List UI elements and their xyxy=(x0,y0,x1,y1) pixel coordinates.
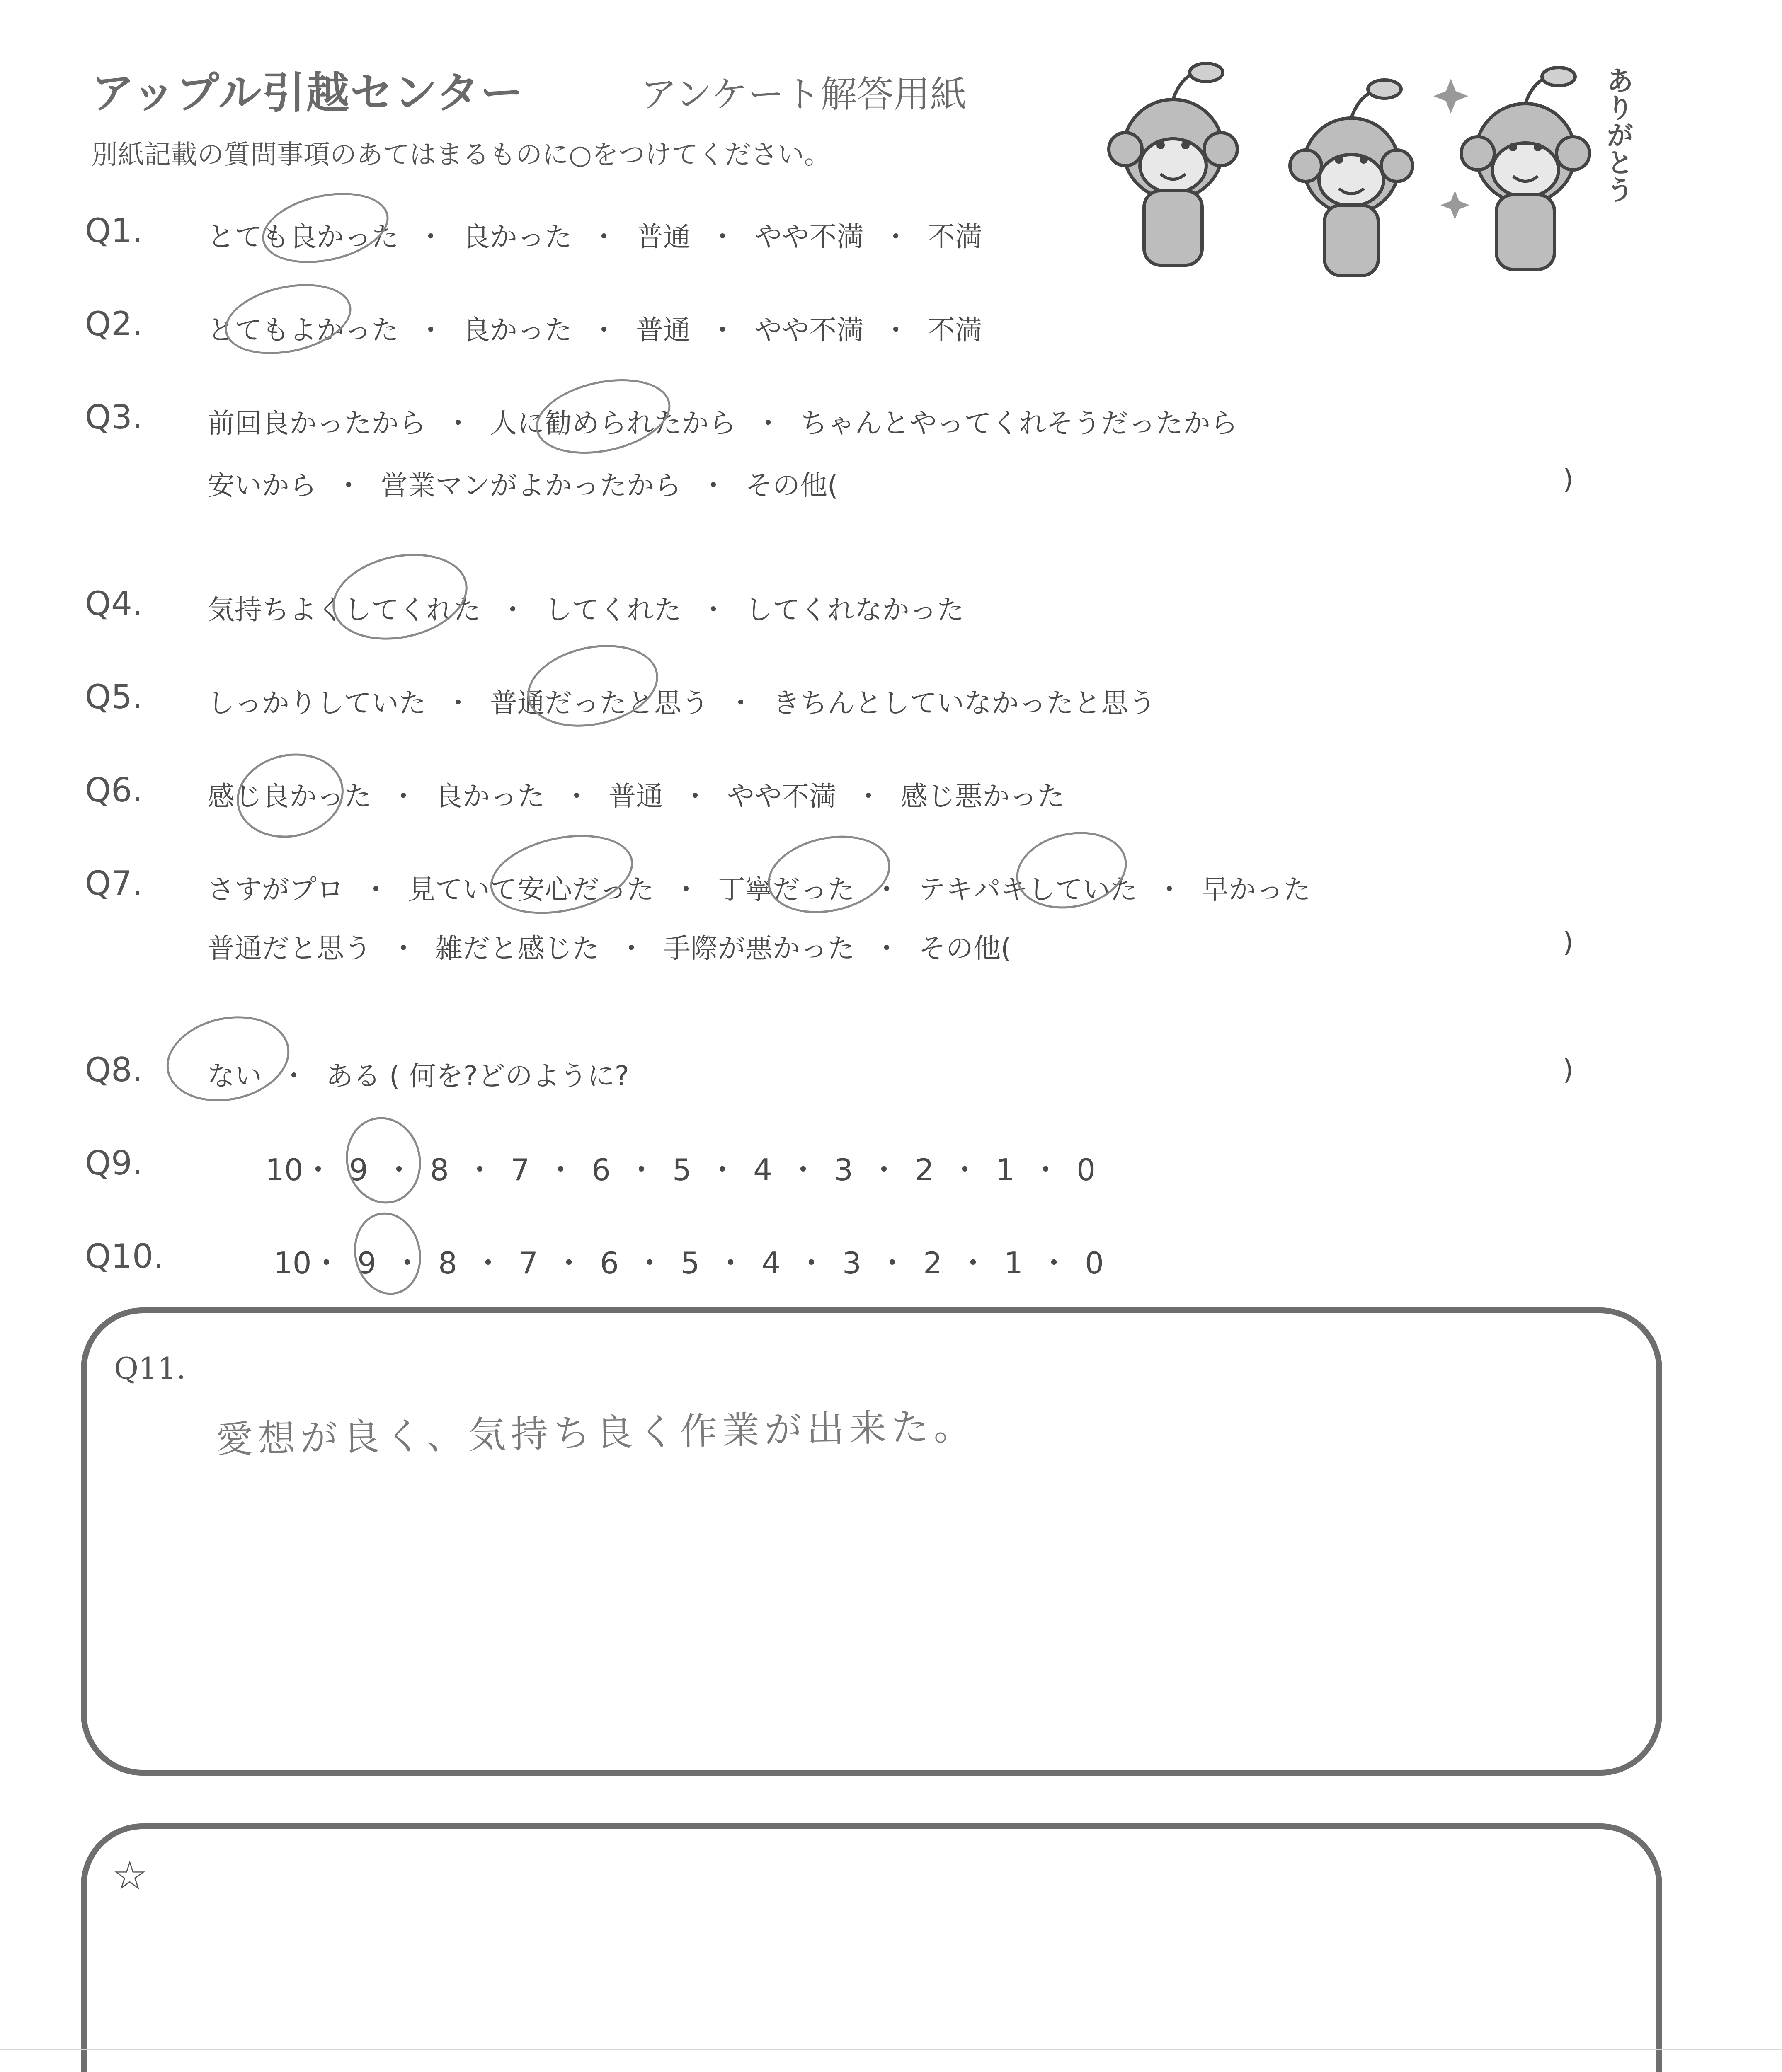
question-label: Q6. xyxy=(85,771,143,809)
q5-options: しっかりしていた ・ 普通だったと思う ・ きちんとしていなかったと思う xyxy=(207,687,1156,719)
mascot-caption: ありがとう xyxy=(1602,66,1634,203)
selection-circle xyxy=(338,1110,429,1211)
scale-value[interactable]: 3 xyxy=(842,1246,861,1280)
selection-circle xyxy=(229,744,352,847)
option[interactable]: やや不満 xyxy=(727,780,836,812)
form-subtitle: アンケート解答用紙 xyxy=(640,73,967,116)
star-icon: ☆ xyxy=(112,1852,148,1899)
option[interactable]: 普通 xyxy=(636,314,691,346)
question-label: Q10. xyxy=(85,1237,164,1276)
option[interactable]: 良かった xyxy=(463,221,572,253)
scale-value[interactable]: 2 xyxy=(923,1246,942,1280)
scale-value[interactable]: 7 xyxy=(519,1246,538,1280)
option[interactable]: 普通だと思う xyxy=(207,932,371,964)
scale-value[interactable]: 1 xyxy=(1004,1246,1023,1280)
option[interactable]: してくれた xyxy=(545,594,681,626)
divider xyxy=(0,2049,1782,2050)
question-label: Q5. xyxy=(85,678,143,716)
option[interactable]: 不満 xyxy=(928,221,982,253)
scale-value[interactable]: 4 xyxy=(753,1152,772,1187)
option[interactable]: 見ていて安心だった xyxy=(408,874,654,905)
q11-comment-box[interactable] xyxy=(81,1307,1662,1776)
scale-value[interactable]: 6 xyxy=(600,1246,619,1280)
option[interactable]: ある ( 何を?どのように? xyxy=(326,1060,629,1092)
q7-options-line2: 普通だと思う ・ 雑だと感じた ・ 手際が悪かった ・ その他( xyxy=(207,932,1011,964)
q2-options: とてもよかった ・ 良かった ・ 普通 ・ やや不満 ・ 不満 xyxy=(207,314,982,346)
option[interactable]: 安いから xyxy=(207,470,317,501)
option[interactable]: 良かった xyxy=(435,780,545,812)
mascot-illustration xyxy=(1086,54,1658,286)
option[interactable]: やや不満 xyxy=(754,221,864,253)
q3-options-line2: 安いから ・ 営業マンがよかったから ・ その他( xyxy=(207,470,838,501)
question-label: Q8. xyxy=(85,1051,143,1089)
option[interactable]: やや不満 xyxy=(754,314,864,346)
scale-value[interactable]: 8 xyxy=(430,1152,449,1187)
option[interactable]: 雑だと感じた xyxy=(435,932,599,964)
option[interactable]: とても良かった xyxy=(207,221,399,253)
question-label: Q4. xyxy=(85,584,143,623)
option[interactable]: その他( xyxy=(919,932,1011,964)
option[interactable]: 不満 xyxy=(928,314,982,346)
option[interactable]: 感じ悪かった xyxy=(900,780,1064,812)
q11-label: Q11. xyxy=(114,1351,186,1386)
option[interactable]: してくれなかった xyxy=(745,594,964,626)
paren-close: ) xyxy=(1563,463,1573,495)
option[interactable]: 普通 xyxy=(609,780,663,812)
q11-handwritten-answer: 愛想が良く、気持ち良く作業が出来た。 xyxy=(215,1405,977,1462)
scale-value[interactable]: 7 xyxy=(511,1152,530,1187)
scale-value[interactable]: 10 xyxy=(265,1152,303,1187)
option[interactable]: その他( xyxy=(745,470,838,501)
q4-options: 気持ちよくしてくれた ・ してくれた ・ してくれなかった xyxy=(207,594,964,626)
selection-circle xyxy=(520,634,666,738)
scale-value[interactable]: 3 xyxy=(834,1152,853,1187)
option[interactable]: 人に勧められたから xyxy=(490,407,736,439)
option[interactable]: ちゃんとやってくれそうだったから xyxy=(800,407,1238,439)
paren-close: ) xyxy=(1563,1054,1573,1086)
question-label: Q2. xyxy=(85,305,143,343)
q9-scale: 10・ 9 ・ 8 ・ 7 ・ 6 ・ 5 ・ 4 ・ 3 ・ 2 ・ 1 ・ 0 xyxy=(265,1146,1098,1189)
scale-value[interactable]: 4 xyxy=(761,1246,781,1280)
question-label: Q1. xyxy=(85,211,143,250)
option[interactable]: 前回良かったから xyxy=(207,407,426,439)
option[interactable]: 気持ちよくしてくれた xyxy=(207,594,481,626)
q8-options: ない ・ ある ( 何を?どのように? xyxy=(207,1060,629,1092)
option[interactable]: 早かった xyxy=(1201,874,1311,905)
option[interactable]: さすがプロ xyxy=(207,874,344,905)
scale-value[interactable]: 10 xyxy=(274,1246,312,1280)
option[interactable]: 営業マンがよかったから xyxy=(381,470,681,501)
option[interactable]: 丁寧だった xyxy=(718,874,855,905)
paren-close: ) xyxy=(1563,926,1573,958)
selection-circle xyxy=(256,182,395,274)
scale-value[interactable]: 2 xyxy=(915,1152,934,1187)
question-label: Q3. xyxy=(85,398,143,436)
scale-value[interactable]: 9 xyxy=(349,1152,368,1187)
scale-value[interactable]: 6 xyxy=(592,1152,611,1187)
option[interactable]: 良かった xyxy=(463,314,572,346)
selection-circle xyxy=(761,825,898,924)
selection-circle xyxy=(529,368,677,465)
option[interactable]: テキパキしていた xyxy=(919,874,1137,905)
scale-value[interactable]: 8 xyxy=(438,1246,457,1280)
selection-circle xyxy=(483,823,640,926)
q7-options: さすがプロ ・ 見ていて安心だった ・ 丁寧だった ・ テキパキしていた ・ 早かった xyxy=(207,874,1311,905)
scale-value[interactable]: 1 xyxy=(996,1152,1015,1187)
q1-options: とても良かった ・ 良かった ・ 普通 ・ やや不満 ・ 不満 xyxy=(207,221,982,253)
selection-circle xyxy=(218,274,358,365)
q3-options: 前回良かったから ・ 人に勧められたから ・ ちゃんとやってくれそうだったから xyxy=(207,407,1238,439)
q10-scale: 10・ 9 ・ 8 ・ 7 ・ 6 ・ 5 ・ 4 ・ 3 ・ 2 ・ 1 ・ 0 xyxy=(274,1239,1107,1282)
scale-value[interactable]: 0 xyxy=(1085,1246,1104,1280)
question-label: Q9. xyxy=(85,1144,143,1182)
option[interactable]: とてもよかった xyxy=(207,314,399,346)
selection-circle xyxy=(158,1005,297,1112)
selection-circle xyxy=(347,1206,429,1301)
option[interactable]: 手際が悪かった xyxy=(663,932,855,964)
option[interactable]: ない xyxy=(207,1060,262,1092)
form-instruction: 別紙記載の質問事項のあてはまるものに○をつけてください。 xyxy=(91,140,831,170)
scale-value[interactable]: 5 xyxy=(672,1152,691,1187)
option[interactable]: 感じ良かった xyxy=(207,780,371,812)
option[interactable]: しっかりしていた xyxy=(207,687,426,719)
option[interactable]: 普通 xyxy=(636,221,691,253)
scale-value[interactable]: 9 xyxy=(357,1246,376,1280)
question-label: Q7. xyxy=(85,864,143,903)
q6-options: 感じ良かった ・ 良かった ・ 普通 ・ やや不満 ・ 感じ悪かった xyxy=(207,780,1064,812)
company-title: アップル引越センター xyxy=(91,68,524,118)
free-comment-box[interactable] xyxy=(81,1823,1662,2072)
selection-circle xyxy=(325,542,475,651)
option[interactable]: 普通だったと思う xyxy=(490,687,709,719)
option[interactable]: きちんとしていなかったと思う xyxy=(773,687,1156,719)
scale-value[interactable]: 5 xyxy=(681,1246,700,1280)
scale-value[interactable]: 0 xyxy=(1076,1152,1096,1187)
